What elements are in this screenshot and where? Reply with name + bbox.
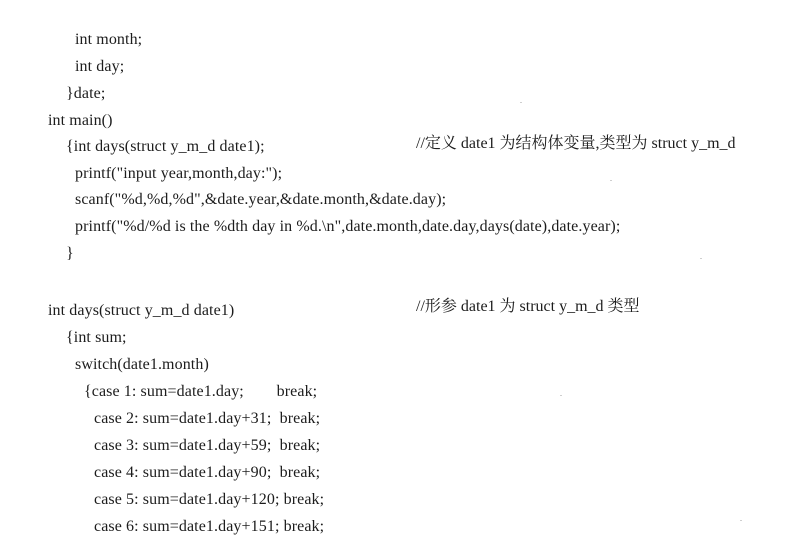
scan-speck <box>610 180 612 181</box>
code-line: int month; <box>75 31 143 48</box>
code-line: int days(struct y_m_d date1) <box>48 302 235 319</box>
scan-speck <box>520 102 522 103</box>
code-line: printf("%d/%d is the %dth day in %d.\n",date.month,date.day,days(date),date.year); <box>75 218 621 235</box>
code-line: }date; <box>66 85 106 102</box>
code-line: case 4: sum=date1.day+90; break; <box>94 464 321 481</box>
code-line: } <box>66 245 74 262</box>
code-line: {int days(struct y_m_d date1); <box>66 138 265 155</box>
code-line: {case 1: sum=date1.day; break; <box>84 383 318 400</box>
code-line: case 6: sum=date1.day+151; break; <box>94 518 325 535</box>
code-line: int main() <box>48 112 113 129</box>
scan-speck <box>560 395 562 396</box>
code-line: printf("input year,month,day:"); <box>75 165 283 182</box>
code-line: switch(date1.month) <box>75 356 209 373</box>
code-comment: //定义 date1 为结构体变量,类型为 struct y_m_d <box>416 135 736 152</box>
scan-speck <box>740 520 742 521</box>
scan-speck <box>700 258 702 259</box>
code-line: case 3: sum=date1.day+59; break; <box>94 437 321 454</box>
code-line: case 5: sum=date1.day+120; break; <box>94 491 325 508</box>
code-comment: //形参 date1 为 struct y_m_d 类型 <box>416 298 640 315</box>
code-line: case 2: sum=date1.day+31; break; <box>94 410 321 427</box>
code-line: scanf("%d,%d,%d",&date.year,&date.month,&date.day); <box>75 191 447 208</box>
code-line: {int sum; <box>66 329 127 346</box>
code-line: int day; <box>75 58 125 75</box>
